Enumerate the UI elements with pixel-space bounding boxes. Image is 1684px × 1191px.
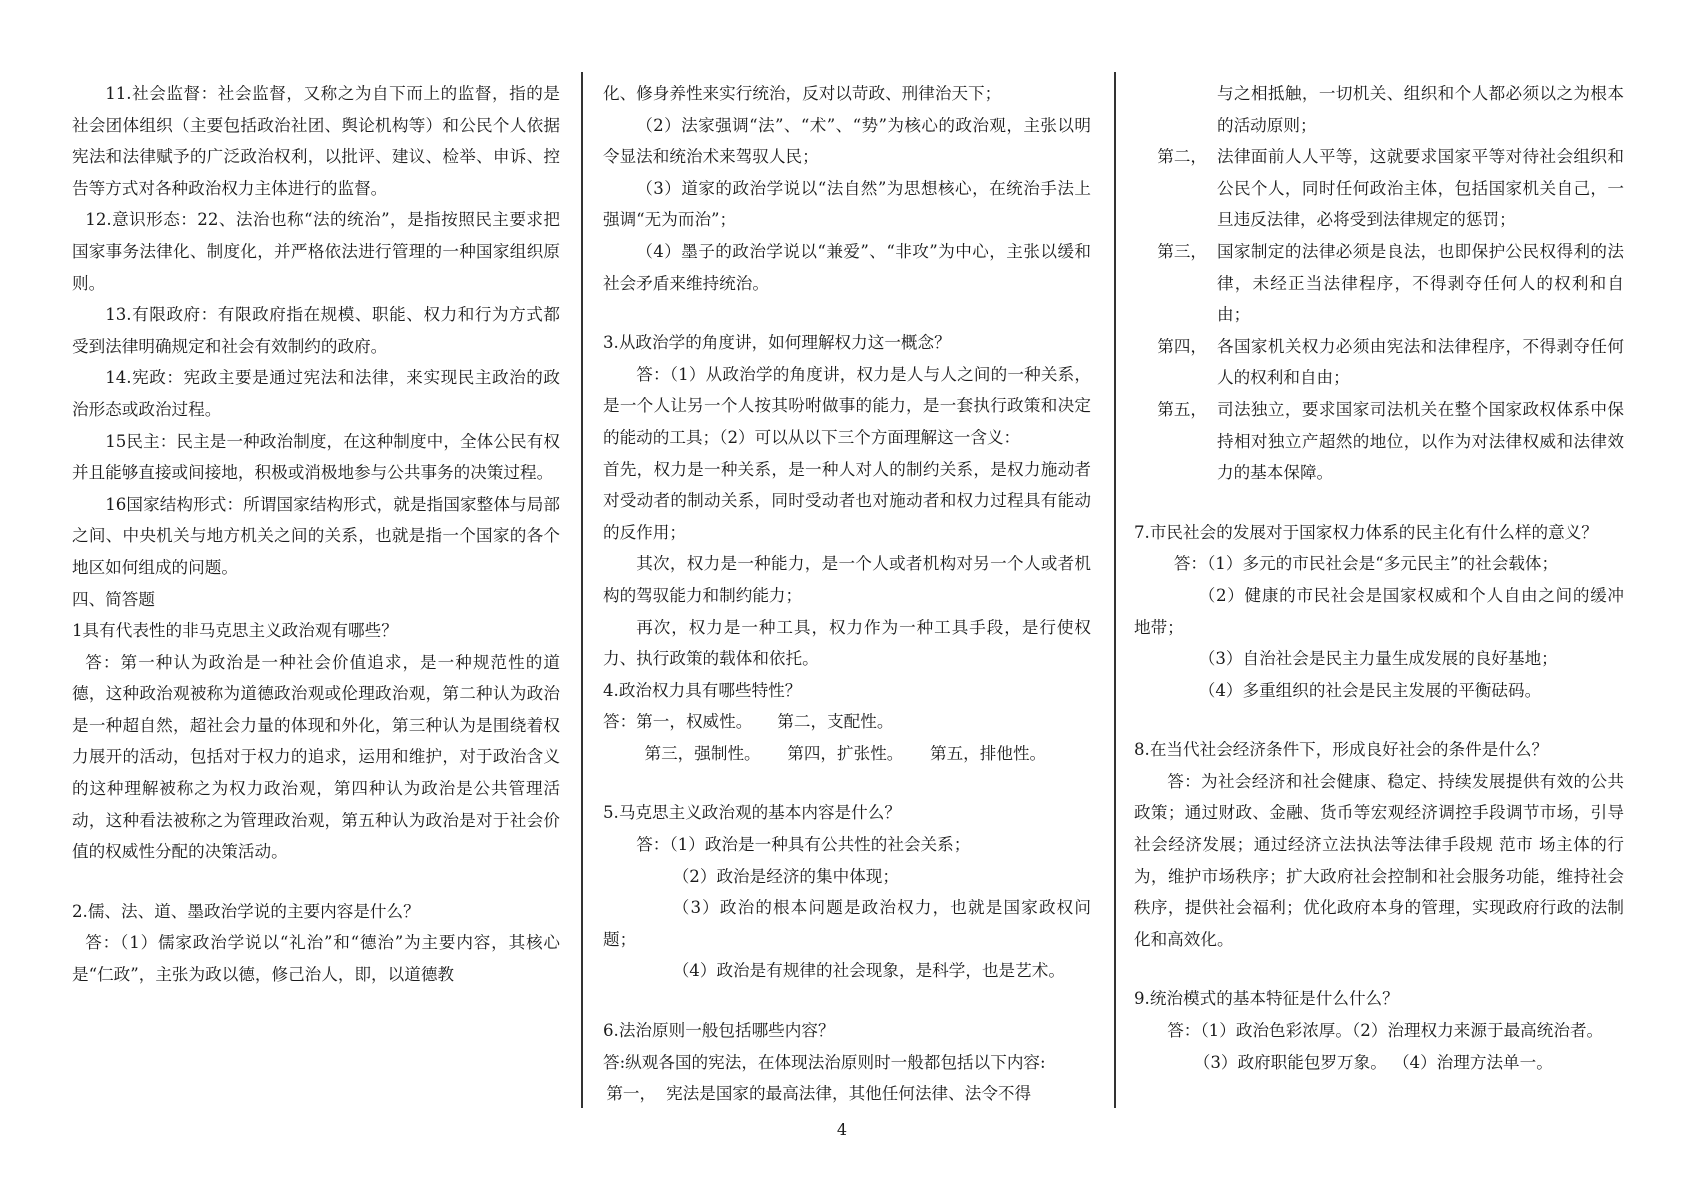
definition-14: 14.宪政：宪政主要是通过宪法和法律，来实现民主政治的政治形态或政治过程。 [72, 368, 560, 419]
question-6: 6.法治原则一般包括哪些内容？ [603, 1021, 835, 1041]
question-4: 4.政治权力具有哪些特性？ [603, 680, 802, 700]
answer-7-part-4: （4）多重组织的社会是民主发展的平衡砝码。 [1198, 680, 1542, 700]
answer-6-item-4 [1134, 331, 1624, 394]
section-heading: 四、简答题 [72, 589, 155, 609]
answer-7-part-1: 答：（1）多元的市民社会是“多元民主”的社会载体； [1173, 554, 1559, 574]
question-5: 5.马克思主义政治观的基本内容是什么？ [603, 803, 901, 823]
answer-6-item-3 [1134, 236, 1624, 331]
answer-6-item-1 [603, 1078, 1091, 1110]
answer-9-line-1: 答：（1）政治色彩浓厚。（2）治理权力来源于最高统治者。 [1167, 1021, 1604, 1041]
answer-5-part-3: （3）政治的根本问题是政治权力，也就是国家政权问题； [603, 898, 1091, 949]
answer-2-continued: 化、修身养性来实行统治，反对以苛政、刑律治天下； [603, 84, 1002, 103]
answer-6-intro: 答:纵观各国的宪法，在体现法治原则时一般都包括以下内容: [603, 1052, 1046, 1072]
answer-6-item-2 [1134, 141, 1624, 236]
answer-6-item-1-label: 第一， [606, 1084, 657, 1104]
answer-6-item-3-text: 国家制定的法律必须是良法，也即保护公民权得利的法律，未经正当法律程序，不得剥夺任何人的权利和自由； [1216, 241, 1624, 325]
question-2: 2.儒、法、道、墨政治学说的主要内容是什么？ [72, 901, 420, 921]
answer-6-item-4-label: 第四， [1157, 336, 1208, 356]
answer-8: 答：为社会经济和社会健康、稳定、持续发展提供有效的公共政策；通过财政、金融、货币等宏观经济调控手段调节市场，引导社会经济发展；通过经济立法执法等法律手段规 范市 场主体的行为，维护市场秩序；扩大政府社会控制和社会服务功能，维持社会秩序，提供社会福利；优化政府本身的管理，实现政府行政的法制化和高效化。 [1134, 771, 1624, 949]
answer-3-first: 首先，权力是一种关系，是一种人对人的制约关系，是权力施动者对受动者的制动关系，同时受动者也对施动者和权力过程具有能动的反作用； [603, 459, 1091, 542]
answer-4-item-3: 第三，强制性。 [644, 743, 761, 763]
answer-3: 答：（1）从政治学的角度讲，权力是人与人之间的一种关系，是一个人让另一个人按其吩咐做事的能力，是一套执行政策和决定的能动的工具；（2）可以从以下三个方面理解这一含义： [603, 364, 1091, 447]
answer-5-part-4: （4）政治是有规律的社会现象，是科学，也是艺术。 [672, 961, 1065, 981]
answer-3-second: 其次，权力是一种能力，是一个人或者机构对另一个人或者机构的驾驭能力和制约能力； [603, 554, 1091, 605]
answer-6-item-2-text: 法律面前人人平等，这就要求国家平等对待社会组织和公民个人，同时任何政治主体，包括国家机关自己，一旦违反法律，必将受到法律规定的惩罚； [1216, 147, 1624, 230]
answer-6-item-1-continued: 与之相抵触，一切机关、组织和个人都必须以之为根本的活动原则； [1217, 84, 1624, 135]
answer-2-part-3: （3）道家的政治学说以“法自然”为思想核心，在统治手法上强调“无为而治”； [603, 178, 1091, 230]
answer-9-item-3: （3）政府职能包罗万象。 [1193, 1052, 1387, 1072]
page-number: 4 [836, 1120, 848, 1139]
question-8: 8.在当代社会经济条件下，形成良好社会的条件是什么？ [1134, 740, 1549, 760]
answer-4-item-5: 第五，排他性。 [930, 743, 1047, 763]
column-2 [603, 78, 1091, 1110]
column-divider-left [581, 72, 583, 1108]
answer-4-item-1: 答：第一，权威性。 [603, 712, 753, 732]
column-1 [72, 78, 560, 991]
definition-16: 16国家结构形式：所谓国家结构形式，就是指国家整体与局部之间、中央机关与地方机关之间的关系，也就是指一个国家的各个地区如何组成的问题。 [72, 494, 560, 577]
answer-1: 答：第一种认为政治是一种社会价值追求，是一种规范性的道德，这种政治观被称为道德政治观或伦理政治观，第二种认为政治是一种超自然，超社会力量的体现和外化，第三种认为是围绕着权力展开的活动，包括对于权力的追求，运用和维护，对于政治含义的这种理解被称之为权力政治观，第四种认为政治是公共管理活动，这种看法被称之为管理政治观，第五种认为政治是对于社会价值的权威性分配的决策活动。 [72, 652, 560, 862]
answer-2-part-4: （4）墨子的政治学说以“兼爱”、“非攻”为中心，主张以缓和社会矛盾来维持统治。 [603, 241, 1091, 293]
column-divider-right [1114, 72, 1116, 1108]
answer-3-third: 再次，权力是一种工具，权力作为一种工具手段，是行使权力、执行政策的载体和依托。 [603, 617, 1091, 669]
answer-6-item-5-text: 司法独立，要求国家司法机关在整个国家政权体系中保持相对独立产超然的地位，以作为对法律权威和法律效力的基本保障。 [1216, 399, 1624, 483]
question-3: 3.从政治学的角度讲，如何理解权力这一概念？ [603, 333, 951, 353]
answer-6-item-3-label: 第三， [1157, 241, 1208, 261]
answer-6-item-5 [1134, 394, 1624, 489]
question-9: 9.统治模式的基本特征是什么什么？ [1134, 989, 1399, 1009]
answer-6-item-5-label: 第五， [1157, 399, 1208, 419]
answer-9-item-4: （4）治理方法单一。 [1392, 1052, 1553, 1072]
answer-5-part-2: （2）政治是经济的集中体现； [672, 866, 899, 886]
answer-4-row-2 [603, 738, 1091, 770]
definition-12: 12.意识形态：22、法治也称“法的统治”，是指按照民主要求把国家事务法律化、制度化，并严格依法进行管理的一种国家组织原则。 [72, 210, 560, 293]
definition-11: 11.社会监督：社会监督，又称之为自下而上的监督，指的是社会团体组织（主要包括政治社团、舆论机构等）和公民个人依据宪法和法律赋予的广泛政治权利，以批评、建议、检举、申诉、控告等方式对各种政治权力主体进行的监督。 [72, 84, 560, 198]
question-7: 7.市民社会的发展对于国家权力体系的民主化有什么样的意义？ [1134, 522, 1598, 542]
answer-5-part-1: 答：（1）政治是一种具有公共性的社会关系； [636, 835, 971, 855]
column-3 [1134, 78, 1624, 1078]
answer-2-part-1: 答：（1）儒家政治学说以“礼治”和“德治”为主要内容，其核心是“仁政”，主张为政以德，修己治人，即，以道德教 [72, 933, 560, 985]
definition-13: 13.有限政府：有限政府指在规模、职能、权力和行为方式都受到法律明确规定和社会有效制约的政府。 [72, 305, 560, 356]
answer-6-item-1-text: 宪法是国家的最高法律，其他任何法律、法令不得 [666, 1084, 1032, 1104]
answer-7-part-3: （3）自治社会是民主力量生成发展的良好基地； [1198, 649, 1558, 669]
answer-2-part-2: （2）法家强调“法”、“术”、“势”为核心的政治观，主张以明令显法和统治术来驾驭人民； [603, 115, 1091, 167]
answer-6-item-2-label: 第二， [1157, 147, 1208, 167]
question-1: 1具有代表性的非马克思主义政治观有哪些？ [72, 621, 398, 641]
answer-4-row-1 [603, 706, 1091, 738]
answer-7-part-2: （2）健康的市民社会是国家权威和个人自由之间的缓冲地带； [1134, 585, 1624, 637]
answer-4-item-4: 第四，扩张性。 [787, 743, 904, 763]
answer-9-line-2 [1134, 1047, 1624, 1079]
definition-15: 15民主：民主是一种政治制度，在这种制度中，全体公民有权并且能够直接或间接地，积极或消极地参与公共事务的决策过程。 [72, 431, 560, 483]
answer-4-item-2: 第二，支配性。 [777, 712, 894, 732]
answer-6-item-4-text: 各国家机关权力必须由宪法和法律程序，不得剥夺任何人的权利和自由； [1216, 336, 1624, 388]
